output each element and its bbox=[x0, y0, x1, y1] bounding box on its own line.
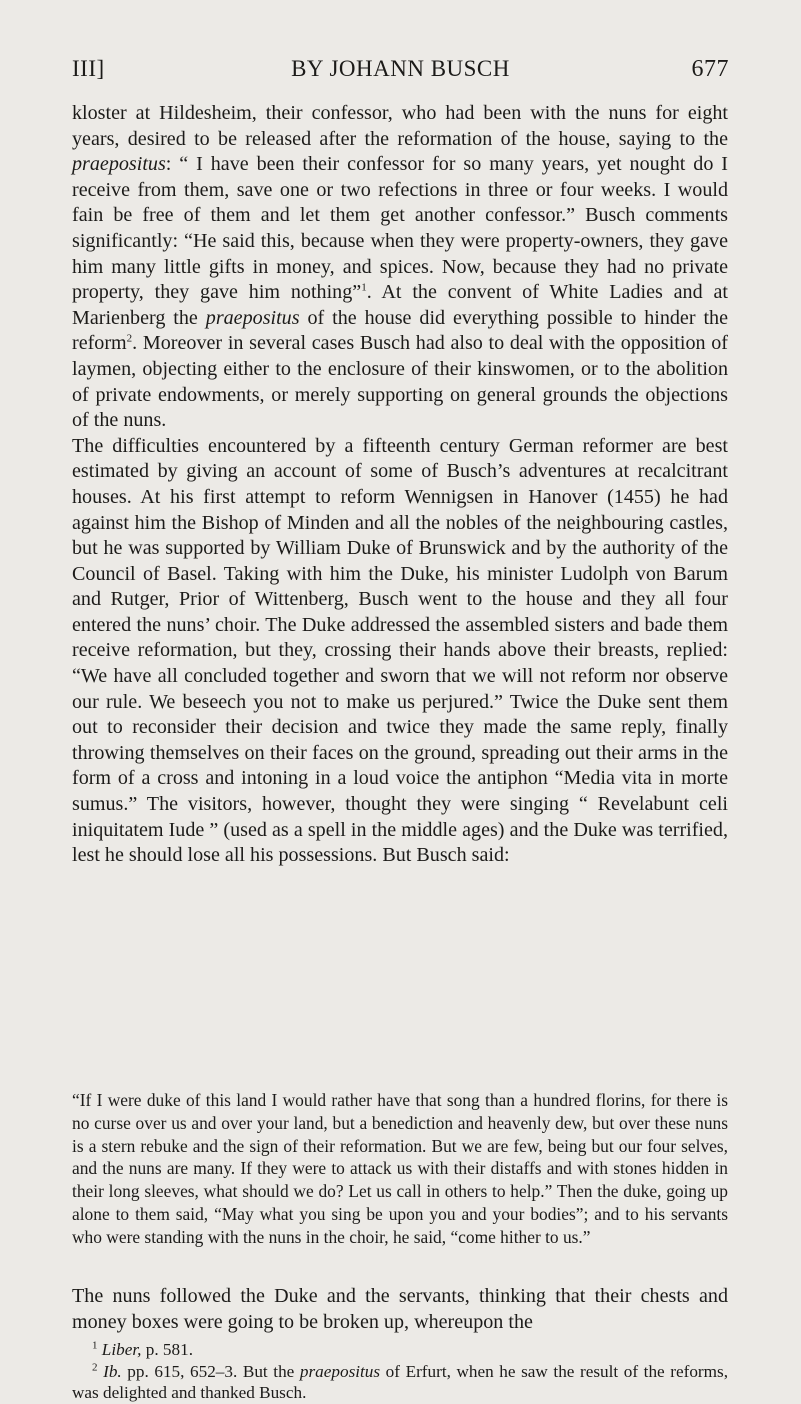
footnote-2: $^2$ Ib. pp. 615, 652–3. But the praepositus of Erfurt, when he saw the result of the reforms, was delighted and thanked Busch. bbox=[72, 1360, 728, 1402]
block-quote bbox=[72, 1089, 728, 1249]
quote-text: “If I were duke of this land I would rather have that song than a hundred florins, for there is no curse over us and over your land, but a benediction and heavenly dew, but over these nuns is a stern rebuke and the sign of their reformation. But we are few, being but our four selves, and the nuns are many. If they were to attack us with their distaffs and with stones hidden in their long sleeves, what should we do? Let us call in others to help.” Then the duke, going up alone to them said, “May what you sing be upon you and your bodies”; and to his servants who were standing with the nuns in the choir, he said, “come hither to us.” bbox=[72, 1090, 728, 1247]
chapter-number: III] bbox=[72, 56, 105, 81]
continuation-text bbox=[72, 1284, 728, 1335]
paragraph-2: The difficulties encountered by a fifteenth century German reformer are best estimated by giving an account of some of Busch’s adventures at recalcitrant houses. At his first attempt to reform Wennigsen in Hanover (1455) he had against him the Bishop of Minden and all the nobles of the neighbouring castles, but he was supported by William Duke of Brunswick and by the authority of the Council of Basel. Taking with him the Duke, his minister Ludolph von Barum and Rutger, Prior of Wittenberg, Busch went to the house and they all four entered the nuns’ choir. The Duke addressed the assembled sisters and bade them receive reformation, but they, crossing their hands above their breasts, replied: “We have all concluded together and sworn that we will not reform nor observe our rule. We beseech you not to make us perjured.” Twice the Duke sent them out to reconsider their decision and twice they made the same reply, finally throwing themselves on their faces on the ground, spreading out their arms in the form of a cross and intoning in a loud voice the antiphon “Media vita in morte sumus.” The visitors, however, thought they were singing “ Revelabunt celi iniquitatem Iude ” (used as a spell in the middle ages) and the Duke was terrified, lest he should lose all his possessions. But Busch said: bbox=[72, 434, 728, 867]
footnote-ref: 1 bbox=[361, 281, 367, 294]
main-text bbox=[72, 101, 728, 869]
page-number: 677 bbox=[691, 56, 729, 82]
paragraph-3: The nuns followed the Duke and the servants, thinking that their chests and money boxes were going to be broken up, whereupon the bbox=[72, 1285, 728, 1333]
footnote-ref: 2 bbox=[126, 332, 133, 345]
italic-term: praepositus bbox=[72, 153, 166, 176]
running-header bbox=[72, 56, 729, 90]
italic-term: praepositus bbox=[205, 306, 300, 329]
paragraph-1: kloster at Hildesheim, their confessor, who had been with the nuns for eight years, desired to be released after the reformation of the house, saying to the praepositus: “ I have been their confessor for so many years, yet nought do I receive from them, save one or two refections in three or four weeks. I would fain be free of them and let them get another confessor.” Busch comments significantly: “He said this, because when they were property-owners, they gave him many little gifts in money, and spices. Now, because they had no private property, they gave him nothing”$^1$. At the convent of White Ladies and at Marienberg the praepositus of the house did everything possible to hinder the reform$^2$. Moreover in several cases Busch had also to deal with the opposition of laymen, objecting either to the enclosure of their kinswomen, or to the abolition of private endowments, or merely supporting on general grounds the objections of the nuns. bbox=[72, 102, 728, 432]
footnotes bbox=[72, 1339, 728, 1404]
footnote-1: $^1$ Liber, p. 581. bbox=[92, 1339, 193, 1359]
running-title: BY JOHANN BUSCH bbox=[291, 56, 510, 81]
